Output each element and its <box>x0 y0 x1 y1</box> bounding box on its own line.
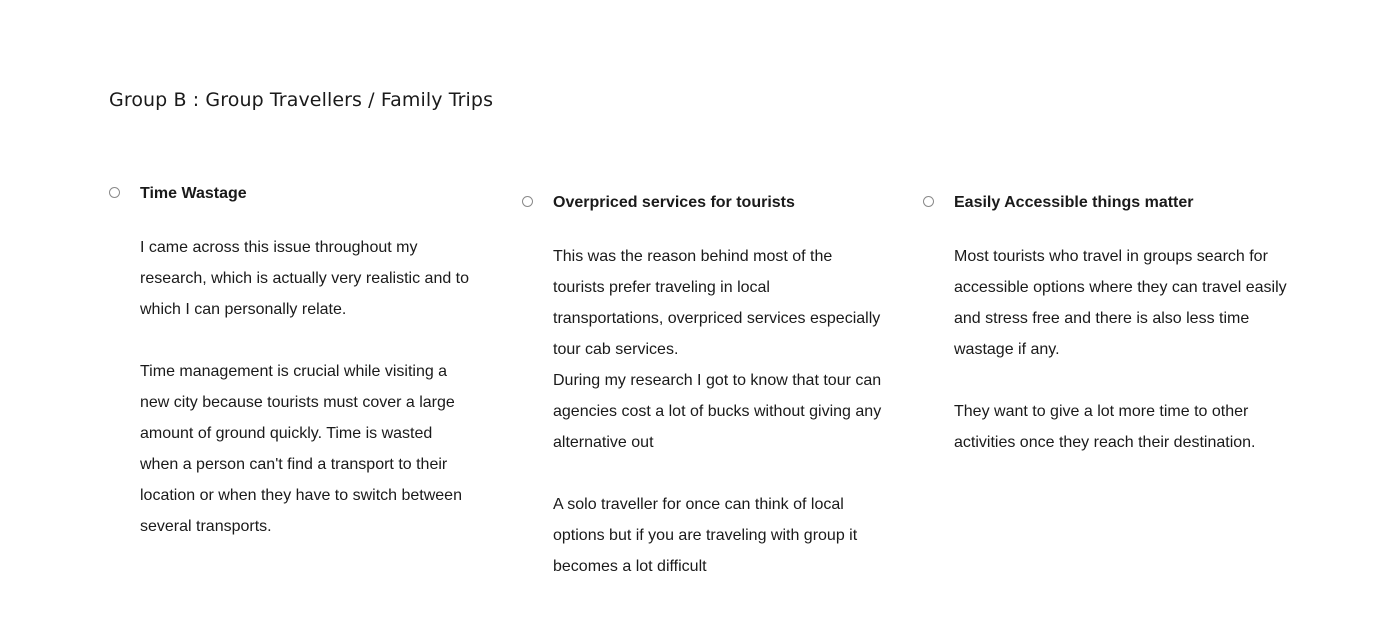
paragraph: They want to give a lot more time to other activities once they reach their destination. <box>954 403 1256 451</box>
column-body <box>923 241 1303 458</box>
paragraph: Most tourists who travel in groups search for accessible options where they can travel easily and stress free and there is also less time wastage if any. <box>954 248 1287 358</box>
column-heading: Time Wastage <box>140 185 247 202</box>
paragraph: I came across this issue throughout my research, which is actually very realistic and to which I can personally relate. <box>140 239 470 318</box>
column-header <box>923 192 1303 214</box>
column-heading: Overpriced services for tourists <box>553 194 795 211</box>
column-header <box>109 183 479 205</box>
column-overpriced-services <box>522 192 897 582</box>
paragraph: Time management is crucial while visiting a new city because tourists must cover a large amount of ground quickly. Time is wasted when a person can't find a transport to their location or when they have to switch between several transports. <box>140 363 462 535</box>
column-header <box>522 192 897 214</box>
paragraph: During my research I got to know that tour can agencies cost a lot of bucks without giving any alternative out <box>553 372 882 451</box>
page-title: Group B : Group Travellers / Family Trips <box>109 89 494 111</box>
circle-bullet-icon <box>923 196 934 207</box>
column-body <box>109 232 479 542</box>
column-body <box>522 241 897 582</box>
paragraph: A solo traveller for once can think of local options but if you are traveling with group it becomes a lot difficult <box>553 496 858 575</box>
circle-bullet-icon <box>522 196 533 207</box>
column-time-wastage <box>109 183 479 542</box>
column-heading: Easily Accessible things matter <box>954 194 1194 211</box>
paragraph: This was the reason behind most of the tourists prefer traveling in local transportations, overpriced services especially tour cab services. <box>553 248 881 358</box>
circle-bullet-icon <box>109 187 120 198</box>
column-easily-accessible <box>923 192 1303 458</box>
